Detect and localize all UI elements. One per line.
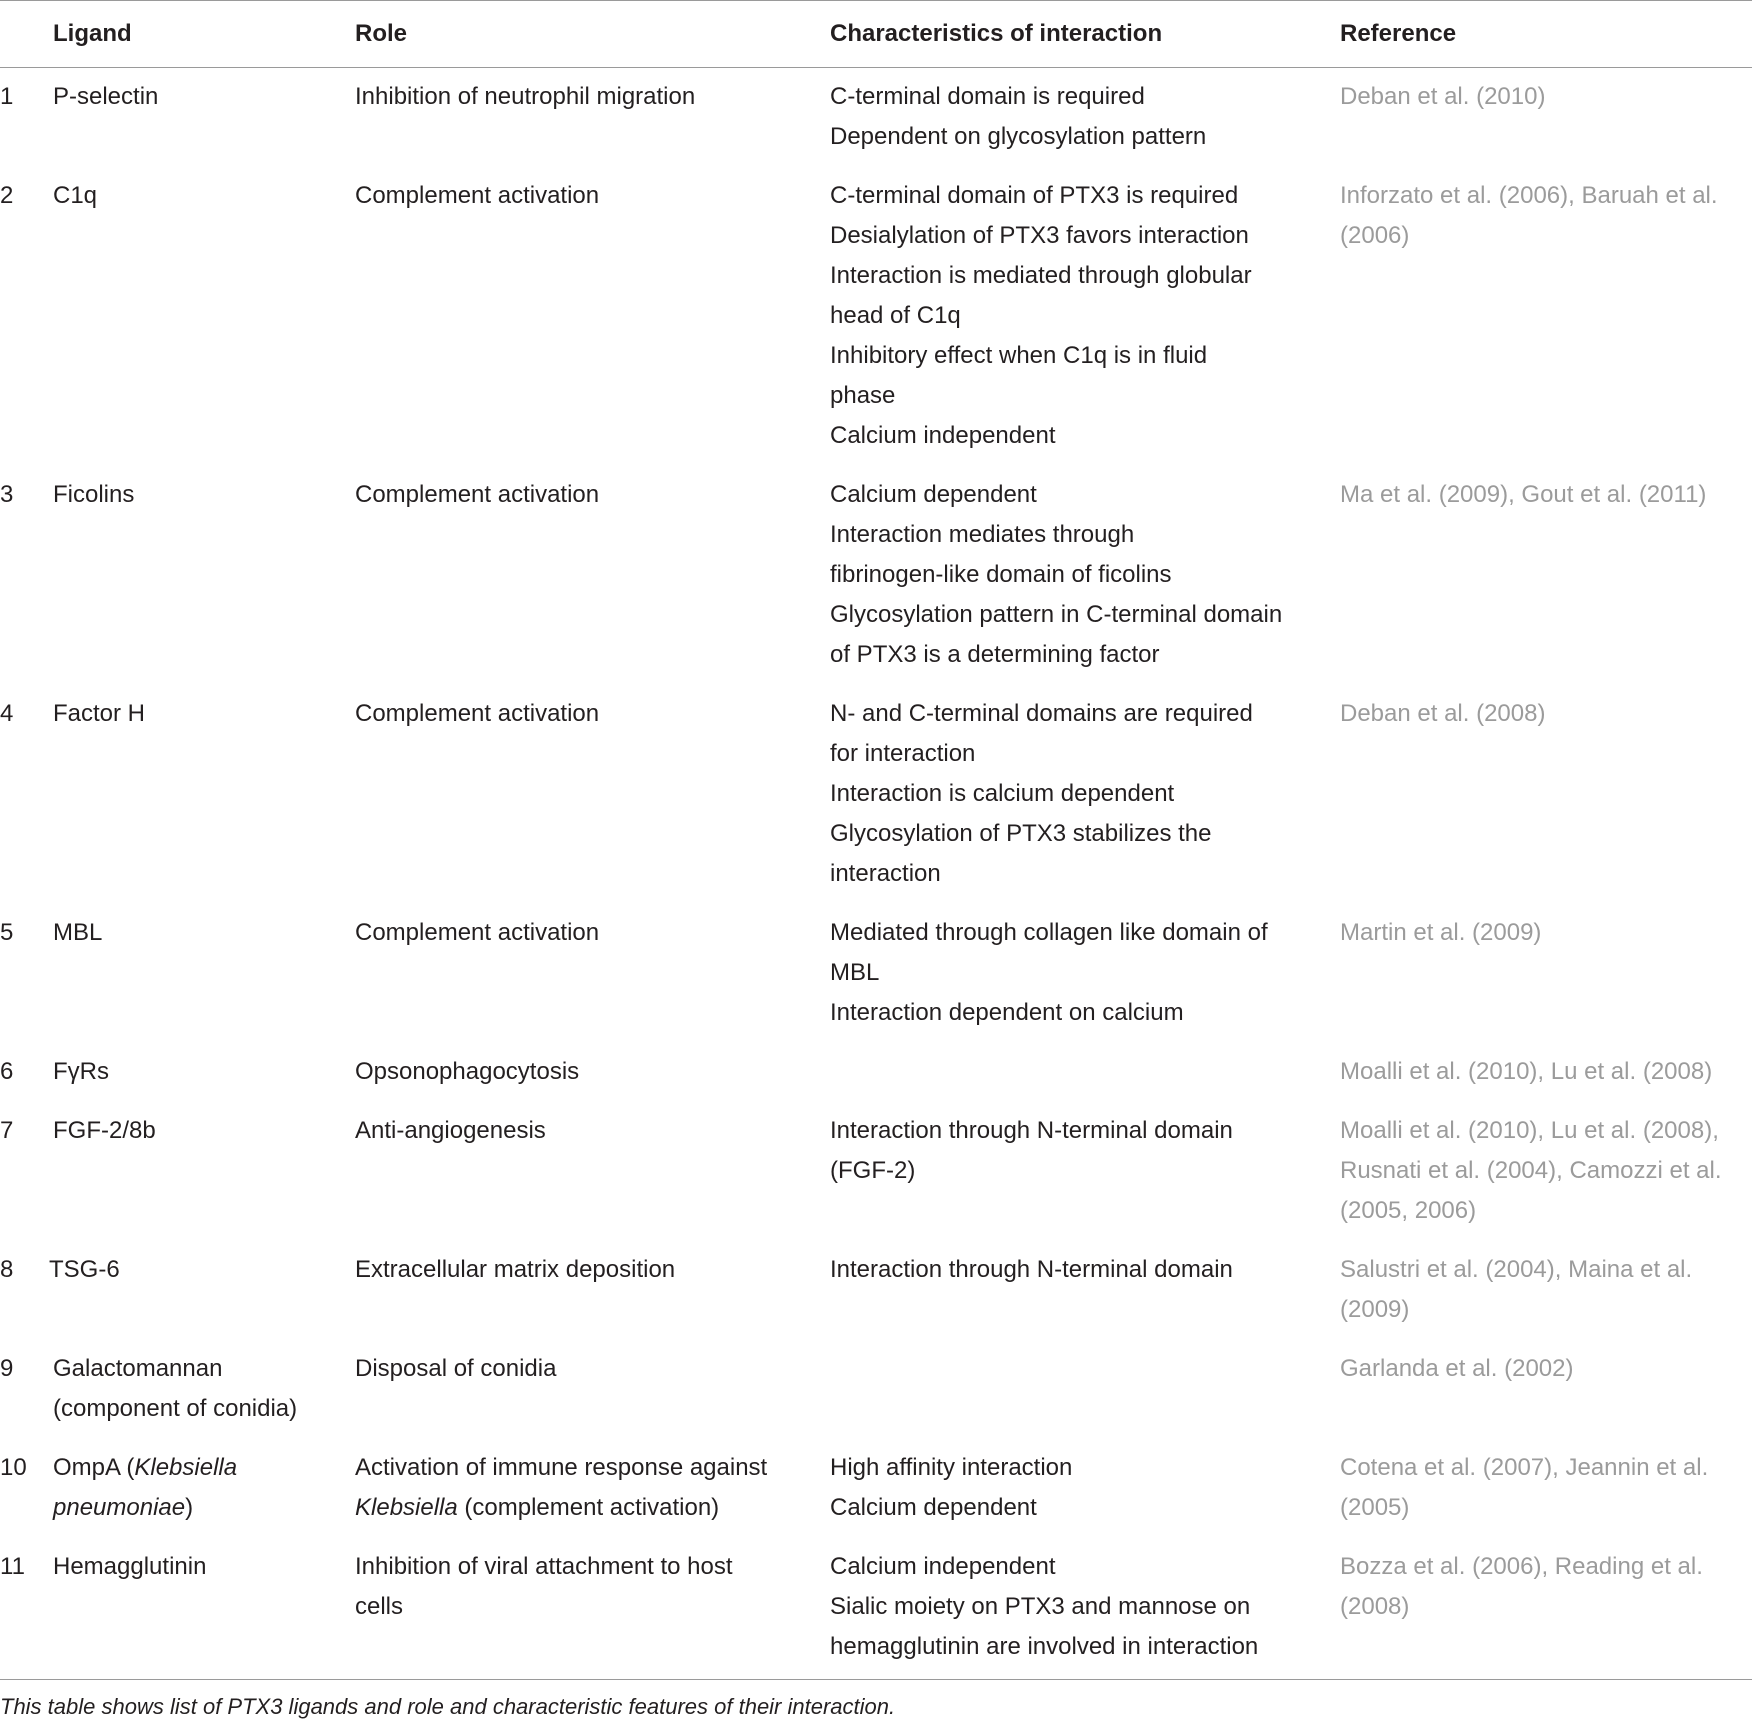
cell-reference bbox=[1340, 694, 1752, 894]
cell-characteristics bbox=[830, 1349, 1340, 1429]
reference-line: Martin et al. (2009) bbox=[1340, 919, 1542, 946]
characteristics-line: Interaction dependent on calcium bbox=[830, 999, 1184, 1026]
characteristics-line: MBL bbox=[830, 959, 880, 986]
characteristics-line: C-terminal domain is required bbox=[830, 83, 1145, 110]
ligand-line: Ficolins bbox=[53, 481, 135, 508]
characteristics-line: head of C1q bbox=[830, 302, 961, 329]
cell-reference bbox=[1340, 1052, 1752, 1092]
ligand-line: Hemagglutinin bbox=[53, 1553, 207, 1580]
ligand-line: TSG-6 bbox=[49, 1256, 120, 1283]
reference-line: Deban et al. (2010) bbox=[1340, 83, 1546, 110]
reference-line: Salustri et al. (2004), Maina et al. bbox=[1340, 1256, 1693, 1283]
cell-ligand bbox=[53, 475, 355, 675]
cell-ligand bbox=[53, 176, 355, 456]
cell-characteristics bbox=[830, 1547, 1340, 1667]
cell-reference bbox=[1340, 475, 1752, 675]
characteristics-line: Interaction is calcium dependent bbox=[830, 780, 1175, 807]
table-row bbox=[0, 1111, 1752, 1231]
cell-num: 1 bbox=[0, 83, 14, 110]
reference-line: (2005, 2006) bbox=[1340, 1197, 1477, 1224]
cell-num: 11 bbox=[0, 1553, 25, 1580]
role-line: Disposal of conidia bbox=[355, 1355, 557, 1382]
cell-role bbox=[355, 913, 830, 1033]
role-line: Inhibition of neutrophil migration bbox=[355, 83, 696, 110]
cell-num: 4 bbox=[0, 700, 14, 727]
table-row bbox=[0, 1250, 1752, 1330]
characteristics-line: Dependent on glycosylation pattern bbox=[830, 123, 1207, 150]
reference-line: Deban et al. (2008) bbox=[1340, 700, 1546, 727]
reference-line: (2006) bbox=[1340, 222, 1410, 249]
cell-role bbox=[355, 176, 830, 456]
ligand-text-part: pneumoniae bbox=[53, 1494, 186, 1521]
row-spacer bbox=[0, 1528, 1752, 1547]
table-row bbox=[0, 1547, 1752, 1667]
cell-num: 6 bbox=[0, 1058, 14, 1085]
header-characteristics: Characteristics of interaction bbox=[830, 1, 1340, 68]
cell-characteristics bbox=[830, 1448, 1340, 1528]
spacer-cell bbox=[0, 894, 1752, 913]
reference-line: (2009) bbox=[1340, 1296, 1410, 1323]
characteristics-line: Glycosylation pattern in C-terminal domain bbox=[830, 601, 1283, 628]
ligand-text-part: OmpA ( bbox=[53, 1454, 135, 1481]
characteristics-line: for interaction bbox=[830, 740, 976, 767]
reference-line: Moalli et al. (2010), Lu et al. (2008) bbox=[1340, 1058, 1713, 1085]
cell-characteristics bbox=[830, 176, 1340, 456]
cell-characteristics bbox=[830, 913, 1340, 1033]
cell-characteristics bbox=[830, 68, 1340, 158]
ligand-text-part: Klebsiella bbox=[134, 1454, 238, 1481]
cell-role bbox=[355, 1111, 830, 1231]
cell-num: 8 bbox=[0, 1256, 14, 1283]
cell-role bbox=[355, 1052, 830, 1092]
characteristics-line: Desialylation of PTX3 favors interaction bbox=[830, 222, 1249, 249]
cell-reference bbox=[1340, 1448, 1752, 1528]
characteristics-line: C-terminal domain of PTX3 is required bbox=[830, 182, 1239, 209]
cell-ligand bbox=[53, 694, 355, 894]
cell-role bbox=[355, 1250, 830, 1330]
cell-role bbox=[355, 475, 830, 675]
row-spacer bbox=[0, 894, 1752, 913]
ligand-line: Factor H bbox=[53, 700, 146, 727]
table-caption: This table shows list of PTX3 ligands and role and characteristic features of their interaction. bbox=[0, 1679, 1752, 1722]
cell-ligand bbox=[49, 1250, 355, 1330]
cell-reference bbox=[1340, 1547, 1752, 1667]
reference-line: (2005) bbox=[1340, 1494, 1410, 1521]
role-line: cells bbox=[355, 1593, 404, 1620]
cell-num: 5 bbox=[0, 919, 14, 946]
table-row bbox=[0, 913, 1752, 1033]
characteristics-line: Interaction is mediated through globular bbox=[830, 262, 1252, 289]
characteristics-line: Mediated through collagen like domain of bbox=[830, 919, 1268, 946]
row-spacer bbox=[0, 1429, 1752, 1448]
role-line: Inhibition of viral attachment to host bbox=[355, 1553, 733, 1580]
spacer-cell bbox=[0, 1528, 1752, 1547]
table-header-row bbox=[0, 1, 1752, 68]
role-text-part: Activation of immune response against bbox=[355, 1454, 768, 1481]
cell-reference bbox=[1340, 1250, 1752, 1330]
role-line: Complement activation bbox=[355, 700, 600, 727]
cell-ligand bbox=[53, 1111, 355, 1231]
cell-ligand bbox=[53, 1547, 355, 1667]
characteristics-line: Calcium independent bbox=[830, 1553, 1056, 1580]
characteristics-line: phase bbox=[830, 382, 896, 409]
role-line: Complement activation bbox=[355, 919, 600, 946]
characteristics-line: Calcium dependent bbox=[830, 1494, 1037, 1521]
role-line: Complement activation bbox=[355, 182, 600, 209]
cell-reference bbox=[1340, 913, 1752, 1033]
characteristics-line: of PTX3 is a determining factor bbox=[830, 641, 1160, 668]
table-row bbox=[0, 475, 1752, 675]
spacer-cell bbox=[0, 1231, 1752, 1250]
row-spacer bbox=[0, 1330, 1752, 1349]
reference-line: Garlanda et al. (2002) bbox=[1340, 1355, 1574, 1382]
role-line: Anti-angiogenesis bbox=[355, 1117, 546, 1144]
cell-reference bbox=[1340, 1349, 1752, 1429]
row-spacer bbox=[0, 1231, 1752, 1250]
table-row bbox=[0, 1448, 1752, 1528]
characteristics-line: Inhibitory effect when C1q is in fluid bbox=[830, 342, 1208, 369]
ligand-line: P-selectin bbox=[53, 83, 159, 110]
role-text-part: Klebsiella bbox=[355, 1494, 458, 1521]
characteristics-line: interaction bbox=[830, 860, 941, 887]
ligand-line: FγRs bbox=[53, 1058, 109, 1085]
characteristics-line: Calcium independent bbox=[830, 422, 1056, 449]
cell-role bbox=[355, 1547, 830, 1667]
ligand-line: MBL bbox=[53, 919, 103, 946]
characteristics-line: Sialic moiety on PTX3 and mannose on bbox=[830, 1593, 1251, 1620]
characteristics-line: fibrinogen-like domain of ficolins bbox=[830, 561, 1172, 588]
spacer-cell bbox=[0, 1429, 1752, 1448]
role-line: Extracellular matrix deposition bbox=[355, 1256, 676, 1283]
ligand-line: FGF-2/8b bbox=[53, 1117, 156, 1144]
cell-role bbox=[355, 694, 830, 894]
reference-line: Moalli et al. (2010), Lu et al. (2008), bbox=[1340, 1117, 1719, 1144]
header-reference: Reference bbox=[1340, 1, 1752, 68]
spacer-cell bbox=[0, 1330, 1752, 1349]
reference-line: (2008) bbox=[1340, 1593, 1410, 1620]
reference-line: Cotena et al. (2007), Jeannin et al. bbox=[1340, 1454, 1709, 1481]
cell-num: 10 bbox=[0, 1454, 27, 1481]
spacer-cell bbox=[0, 675, 1752, 694]
role-line: Opsonophagocytosis bbox=[355, 1058, 580, 1085]
characteristics-line: High affinity interaction bbox=[830, 1454, 1073, 1481]
cell-characteristics bbox=[830, 1250, 1340, 1330]
spacer-cell bbox=[0, 1092, 1752, 1111]
cell-num: 7 bbox=[0, 1117, 14, 1144]
table-row bbox=[0, 68, 1752, 158]
reference-line: Rusnati et al. (2004), Camozzi et al. bbox=[1340, 1157, 1722, 1184]
table-body bbox=[0, 68, 1752, 1668]
cell-role bbox=[355, 1448, 830, 1528]
table-row bbox=[0, 176, 1752, 456]
characteristics-line: (FGF-2) bbox=[830, 1157, 916, 1184]
spacer-cell bbox=[0, 456, 1752, 475]
cell-ligand bbox=[53, 1448, 355, 1528]
characteristics-line: Glycosylation of PTX3 stabilizes the bbox=[830, 820, 1212, 847]
row-spacer bbox=[0, 675, 1752, 694]
cell-reference bbox=[1340, 1111, 1752, 1231]
ligand-line: (component of conidia) bbox=[53, 1395, 298, 1422]
characteristics-line: N- and C-terminal domains are required bbox=[830, 700, 1253, 727]
ligand-line: Galactomannan bbox=[53, 1355, 223, 1382]
cell-num: 9 bbox=[0, 1355, 14, 1382]
table-row bbox=[0, 1349, 1752, 1429]
characteristics-line: Interaction mediates through bbox=[830, 521, 1135, 548]
row-spacer bbox=[0, 456, 1752, 475]
cell-characteristics bbox=[830, 475, 1340, 675]
table-row bbox=[0, 694, 1752, 894]
characteristics-line: Interaction through N-terminal domain bbox=[830, 1117, 1233, 1144]
cell-role bbox=[355, 1349, 830, 1429]
characteristics-line: hemagglutinin are involved in interaction bbox=[830, 1633, 1259, 1660]
role-text-part: (complement activation) bbox=[457, 1494, 720, 1521]
header-ligand: Ligand bbox=[53, 1, 355, 68]
cell-num: 2 bbox=[0, 182, 14, 209]
ligand-text-part: ) bbox=[185, 1494, 194, 1521]
header-num bbox=[0, 1, 53, 68]
ligand-line: C1q bbox=[53, 182, 98, 209]
row-spacer bbox=[0, 1033, 1752, 1052]
header-role: Role bbox=[355, 1, 830, 68]
characteristics-line: Interaction through N-terminal domain bbox=[830, 1256, 1233, 1283]
reference-line: Bozza et al. (2006), Reading et al. bbox=[1340, 1553, 1703, 1580]
row-spacer bbox=[0, 157, 1752, 176]
reference-line: Inforzato et al. (2006), Baruah et al. bbox=[1340, 182, 1718, 209]
cell-ligand bbox=[53, 1052, 355, 1092]
cell-characteristics bbox=[830, 694, 1340, 894]
spacer-cell bbox=[0, 1033, 1752, 1052]
cell-ligand bbox=[53, 68, 355, 158]
role-line: Complement activation bbox=[355, 481, 600, 508]
cell-characteristics bbox=[830, 1052, 1340, 1092]
cell-characteristics bbox=[830, 1111, 1340, 1231]
row-spacer bbox=[0, 1092, 1752, 1111]
cell-reference bbox=[1340, 68, 1752, 158]
cell-role bbox=[355, 68, 830, 158]
cell-ligand bbox=[53, 1349, 355, 1429]
table-row bbox=[0, 1052, 1752, 1092]
cell-reference bbox=[1340, 176, 1752, 456]
characteristics-line: Calcium dependent bbox=[830, 481, 1037, 508]
cell-num: 3 bbox=[0, 481, 14, 508]
spacer-cell bbox=[0, 157, 1752, 176]
reference-line: Ma et al. (2009), Gout et al. (2011) bbox=[1340, 481, 1707, 508]
cell-ligand bbox=[53, 913, 355, 1033]
